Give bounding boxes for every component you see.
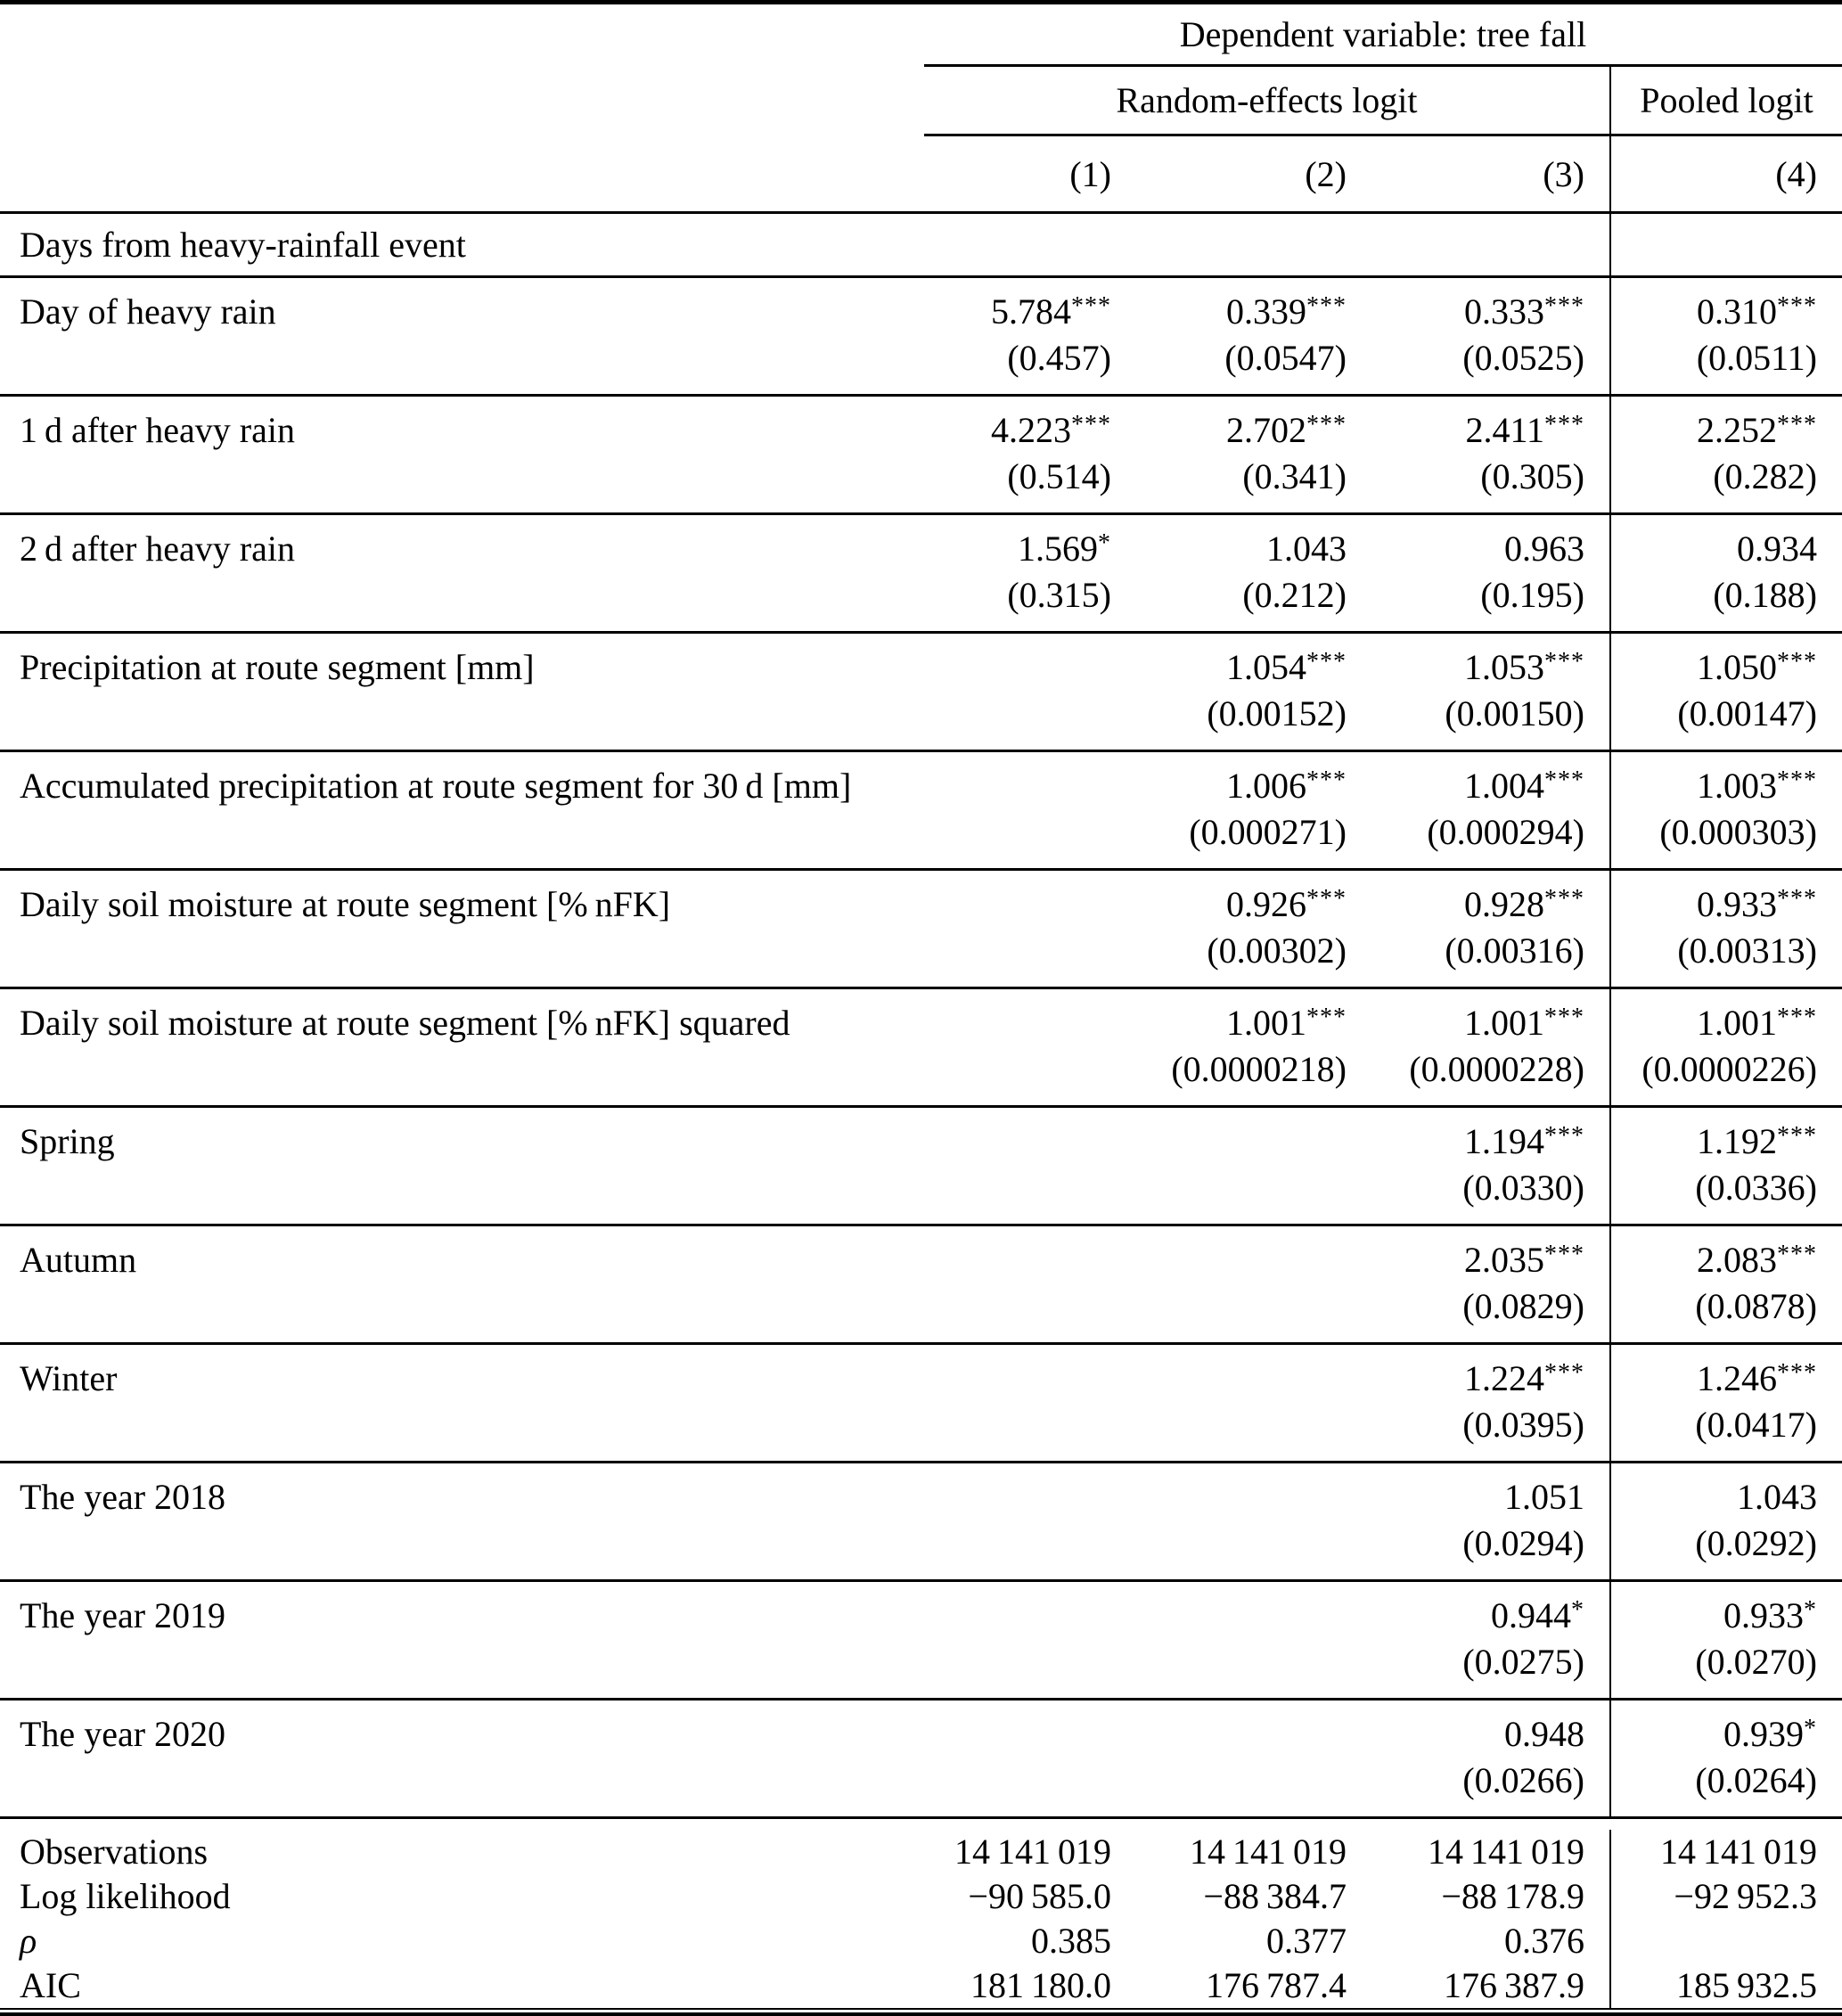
odds-ratio-line (1136, 1711, 1347, 1758)
stat-value: −88 384.7 (1203, 1876, 1347, 1916)
odds-ratio-line (1371, 881, 1584, 928)
stat-value: 14 141 019 (1427, 1832, 1584, 1872)
significance-stars: *** (1777, 411, 1817, 439)
odds-ratio-line (1371, 1000, 1584, 1046)
odds-ratio-line (1136, 644, 1347, 691)
standard-error: (0.000271) (1189, 812, 1347, 852)
standard-error: (0.0000226) (1641, 1049, 1817, 1089)
coefficient-cell (1136, 634, 1371, 750)
odds-ratio-line (1136, 881, 1347, 928)
standard-error: (0.00302) (1207, 930, 1347, 971)
stat-label: ρ (20, 1921, 37, 1961)
coefficient-cell (1136, 989, 1371, 1105)
odds-ratio-line (1136, 1593, 1347, 1639)
coefficient-cell (1136, 397, 1371, 512)
odds-ratio-line (1611, 644, 1817, 691)
coefficient-cell (902, 1463, 1136, 1579)
coefficient-row (0, 1700, 1842, 1819)
coefficient-cell (1371, 515, 1609, 631)
odds-ratio-value: 4.223 (991, 410, 1071, 450)
coefficient-row (0, 515, 1842, 634)
standard-error: (0.00150) (1445, 693, 1584, 733)
odds-ratio-line (1371, 289, 1584, 335)
standard-error: (0.00313) (1677, 930, 1817, 971)
significance-stars: *** (1306, 1004, 1347, 1032)
stat-value: 0.385 (1031, 1921, 1111, 1961)
stat-value: 14 141 019 (1609, 1830, 1842, 1874)
variable-label: Day of heavy rain (20, 291, 276, 332)
coefficient-cell (1609, 397, 1842, 512)
standard-error (902, 809, 1111, 856)
odds-ratio-line (1371, 1474, 1584, 1520)
stat-value: 176 787.4 (1205, 1965, 1347, 2005)
variable-label: Daily soil moisture at route segment [% nFK] squared (20, 1003, 790, 1043)
odds-ratio-line (1371, 644, 1584, 691)
odds-ratio-value: 0.310 (1697, 291, 1777, 332)
standard-error: (0.0266) (1462, 1760, 1584, 1800)
odds-ratio-line (1136, 1237, 1347, 1283)
empty-cell (1609, 214, 1842, 275)
odds-ratio-line (902, 763, 1111, 809)
model-stat-row (0, 1963, 1842, 2008)
coefficient-cell (1609, 1108, 1842, 1224)
coefficient-cell (1609, 634, 1842, 750)
standard-error: (0.0511) (1696, 338, 1817, 378)
odds-ratio-value: 2.252 (1697, 410, 1777, 450)
model-stats-container (0, 1819, 1842, 2008)
coefficient-row (0, 871, 1842, 989)
column-number-row (0, 136, 1842, 211)
standard-error (902, 1283, 1111, 1330)
significance-stars: *** (1777, 1122, 1817, 1151)
stat-value: 181 180.0 (970, 1965, 1111, 2005)
coefficient-cell (1136, 1226, 1371, 1342)
coefficient-cell (1609, 1463, 1842, 1579)
standard-error: (0.0000228) (1409, 1049, 1584, 1089)
odds-ratio-line (902, 644, 1111, 691)
coefficient-cell (1136, 278, 1371, 394)
odds-ratio-line (1136, 763, 1347, 809)
standard-error (902, 1639, 1111, 1685)
coefficient-cell (1371, 1463, 1609, 1579)
odds-ratio-value: 1.043 (1737, 1477, 1817, 1517)
odds-ratio-value: 0.944 (1491, 1595, 1571, 1635)
stat-value: 176 387.9 (1443, 1965, 1584, 2005)
odds-ratio-line (1371, 1356, 1584, 1402)
standard-error: (0.0294) (1462, 1523, 1584, 1563)
standard-error: (0.514) (1007, 456, 1111, 496)
odds-ratio-value: 1.246 (1697, 1358, 1777, 1398)
significance-stars: *** (1777, 1241, 1817, 1269)
odds-ratio-line (902, 1356, 1111, 1402)
standard-error: (0.0000218) (1171, 1049, 1347, 1089)
coefficient-row (0, 752, 1842, 871)
stat-value: −90 585.0 (968, 1876, 1111, 1916)
standard-error: (0.0330) (1462, 1168, 1584, 1208)
standard-error: (0.0292) (1695, 1523, 1817, 1563)
stat-value: 185 932.5 (1609, 1963, 1842, 2008)
standard-error: (0.305) (1480, 456, 1584, 496)
odds-ratio-line (1136, 526, 1347, 572)
odds-ratio-line (1371, 1119, 1584, 1165)
odds-ratio-value: 2.035 (1464, 1240, 1544, 1280)
significance-stars: *** (1777, 1359, 1817, 1388)
odds-ratio-line (1371, 407, 1584, 454)
column-number-3: (3) (1543, 153, 1584, 194)
coefficient-row (0, 278, 1842, 397)
coefficient-cell (1609, 989, 1842, 1105)
stat-label: AIC (20, 1965, 81, 2005)
coefficient-rows-container (0, 278, 1842, 1819)
standard-error: (0.0417) (1695, 1405, 1817, 1445)
empty-cell (902, 214, 1136, 275)
significance-stars: *** (1306, 885, 1347, 914)
coefficient-cell (1371, 1108, 1609, 1224)
coefficient-cell (1136, 1345, 1371, 1461)
odds-ratio-value: 1.004 (1464, 766, 1544, 806)
odds-ratio-line (1611, 1593, 1817, 1639)
odds-ratio-line (1136, 1000, 1347, 1046)
coefficient-cell (1136, 1108, 1371, 1224)
coefficient-cell (1136, 752, 1371, 868)
odds-ratio-value: 1.003 (1697, 766, 1777, 806)
coefficient-cell (1371, 397, 1609, 512)
odds-ratio-line (1371, 1711, 1584, 1758)
odds-ratio-line (1136, 289, 1347, 335)
significance-stars: *** (1777, 648, 1817, 676)
coefficient-cell (1136, 1463, 1371, 1579)
standard-error: (0.212) (1242, 575, 1347, 615)
variable-label: Winter (20, 1358, 118, 1398)
column-number-2: (2) (1305, 153, 1347, 194)
coefficient-cell (1371, 752, 1609, 868)
group-header-pooled: Pooled logit (1609, 67, 1842, 134)
coefficient-cell (902, 397, 1136, 512)
coefficient-cell (1371, 1226, 1609, 1342)
odds-ratio-line (902, 1711, 1111, 1758)
standard-error (902, 1402, 1111, 1448)
standard-error: (0.0878) (1695, 1286, 1817, 1326)
coefficient-cell (902, 1226, 1136, 1342)
coefficient-cell (902, 1108, 1136, 1224)
dependent-variable-header-row (0, 4, 1842, 64)
significance-stars: *** (1071, 292, 1111, 321)
significance-stars: *** (1306, 292, 1347, 321)
odds-ratio-line (1136, 1474, 1347, 1520)
variable-label: The year 2020 (20, 1714, 226, 1754)
standard-error: (0.000303) (1659, 812, 1817, 852)
odds-ratio-value: 1.192 (1697, 1121, 1777, 1161)
standard-error (902, 928, 1111, 974)
coefficient-cell (902, 515, 1136, 631)
odds-ratio-value: 0.933 (1697, 884, 1777, 924)
significance-stars: *** (1544, 1122, 1584, 1151)
coefficient-cell (1609, 1700, 1842, 1816)
coefficient-row (0, 1463, 1842, 1582)
coefficient-cell (1136, 871, 1371, 987)
stat-value: 14 141 019 (1189, 1832, 1347, 1872)
empty-cell (1136, 214, 1371, 275)
odds-ratio-value: 1.051 (1504, 1477, 1584, 1517)
coefficient-cell (1609, 1226, 1842, 1342)
model-stat-row (0, 1919, 1842, 1963)
standard-error: (0.000294) (1427, 812, 1584, 852)
standard-error (1136, 1639, 1347, 1685)
odds-ratio-value: 1.194 (1464, 1121, 1544, 1161)
odds-ratio-line (902, 407, 1111, 454)
coefficient-cell (902, 1345, 1136, 1461)
stat-value: 0.376 (1504, 1921, 1584, 1961)
odds-ratio-line (1371, 526, 1584, 572)
stat-value (1609, 1919, 1842, 1963)
significance-stars: *** (1544, 648, 1584, 676)
coefficient-cell (1609, 1582, 1842, 1698)
odds-ratio-line (1611, 1711, 1817, 1758)
odds-ratio-line (902, 881, 1111, 928)
odds-ratio-line (1611, 289, 1817, 335)
coefficient-row (0, 397, 1842, 515)
coefficient-cell (1371, 1345, 1609, 1461)
section-header-row (0, 214, 1842, 278)
odds-ratio-line (1136, 1356, 1347, 1402)
coefficient-cell (1609, 278, 1842, 394)
odds-ratio-line (1611, 763, 1817, 809)
variable-label: The year 2018 (20, 1477, 226, 1517)
significance-stars: * (1804, 1596, 1817, 1625)
section-header-label: Days from heavy-rainfall event (20, 225, 466, 265)
odds-ratio-value: 2.702 (1226, 410, 1306, 450)
bottom-rule-thick (0, 2012, 1842, 2016)
odds-ratio-value: 0.934 (1737, 529, 1817, 569)
standard-error: (0.195) (1480, 575, 1584, 615)
standard-error: (0.188) (1713, 575, 1817, 615)
odds-ratio-value: 1.001 (1697, 1003, 1777, 1043)
odds-ratio-value: 0.939 (1723, 1714, 1804, 1754)
model-stat-row (0, 1874, 1842, 1919)
column-number-spacer (0, 136, 902, 211)
variable-label: Precipitation at route segment [mm] (20, 647, 535, 687)
odds-ratio-line (1611, 407, 1817, 454)
coefficient-cell (1371, 1582, 1609, 1698)
significance-stars: *** (1071, 411, 1111, 439)
standard-error (902, 1046, 1111, 1093)
odds-ratio-line (902, 526, 1111, 572)
stat-value: −88 178.9 (1441, 1876, 1584, 1916)
odds-ratio-line (1136, 407, 1347, 454)
column-number-4: (4) (1609, 136, 1842, 211)
standard-error: (0.341) (1242, 456, 1347, 496)
stat-value: 14 141 019 (954, 1832, 1111, 1872)
coefficient-cell (902, 871, 1136, 987)
significance-stars: *** (1777, 1004, 1817, 1032)
coefficient-cell (1136, 1700, 1371, 1816)
standard-error: (0.0275) (1462, 1642, 1584, 1682)
standard-error: (0.0525) (1462, 338, 1584, 378)
standard-error: (0.00152) (1207, 693, 1347, 733)
stat-value: −92 952.3 (1609, 1874, 1842, 1919)
odds-ratio-line (902, 1474, 1111, 1520)
coefficient-row (0, 1226, 1842, 1345)
coefficient-cell (1371, 278, 1609, 394)
odds-ratio-line (902, 289, 1111, 335)
standard-error: (0.315) (1007, 575, 1111, 615)
significance-stars: * (1804, 1715, 1817, 1743)
standard-error: (0.0264) (1695, 1760, 1817, 1800)
standard-error: (0.0270) (1695, 1642, 1817, 1682)
standard-error (1136, 1165, 1347, 1211)
coefficient-row (0, 1582, 1842, 1700)
standard-error (1136, 1402, 1347, 1448)
coefficient-cell (902, 278, 1136, 394)
group-header-spacer (0, 67, 924, 134)
coefficient-row (0, 1108, 1842, 1226)
coefficient-row (0, 634, 1842, 752)
variable-label: 2 d after heavy rain (20, 529, 295, 569)
odds-ratio-value: 1.001 (1226, 1003, 1306, 1043)
odds-ratio-line (1611, 1474, 1817, 1520)
odds-ratio-line (902, 1593, 1111, 1639)
standard-error: (0.0336) (1695, 1168, 1817, 1208)
coefficient-row (0, 1345, 1842, 1463)
coefficient-cell (1609, 1345, 1842, 1461)
empty-cell (1371, 214, 1609, 275)
coefficient-cell (1136, 1582, 1371, 1698)
significance-stars: * (1098, 529, 1111, 558)
stat-label: Observations (20, 1832, 209, 1872)
significance-stars: *** (1777, 885, 1817, 914)
odds-ratio-value: 0.339 (1226, 291, 1306, 332)
odds-ratio-value: 1.043 (1266, 529, 1347, 569)
coefficient-cell (902, 989, 1136, 1105)
odds-ratio-line (1136, 1119, 1347, 1165)
odds-ratio-value: 1.053 (1464, 647, 1544, 687)
significance-stars: *** (1544, 1241, 1584, 1269)
coefficient-cell (1371, 871, 1609, 987)
odds-ratio-value: 1.569 (1018, 529, 1098, 569)
standard-error: (0.00147) (1677, 693, 1817, 733)
odds-ratio-value: 1.050 (1697, 647, 1777, 687)
odds-ratio-value: 1.054 (1226, 647, 1306, 687)
odds-ratio-value: 0.933 (1723, 1595, 1804, 1635)
odds-ratio-value: 5.784 (991, 291, 1071, 332)
odds-ratio-line (1371, 1237, 1584, 1283)
odds-ratio-value: 0.948 (1504, 1714, 1584, 1754)
coefficient-cell (902, 634, 1136, 750)
significance-stars: *** (1544, 292, 1584, 321)
significance-stars: *** (1306, 411, 1347, 439)
odds-ratio-line (1611, 1119, 1817, 1165)
significance-stars: *** (1544, 885, 1584, 914)
significance-stars: * (1571, 1596, 1584, 1625)
significance-stars: *** (1544, 1359, 1584, 1388)
odds-ratio-value: 1.001 (1464, 1003, 1544, 1043)
standard-error: (0.00316) (1445, 930, 1584, 971)
odds-ratio-value: 2.083 (1697, 1240, 1777, 1280)
coefficient-cell (1609, 515, 1842, 631)
standard-error (902, 1520, 1111, 1567)
odds-ratio-value: 0.928 (1464, 884, 1544, 924)
standard-error: (0.0547) (1224, 338, 1347, 378)
standard-error: (0.0829) (1462, 1286, 1584, 1326)
odds-ratio-line (1371, 763, 1584, 809)
odds-ratio-line (1611, 881, 1817, 928)
group-header-random-effects: Random-effects logit (1116, 80, 1418, 120)
odds-ratio-line (1611, 1237, 1817, 1283)
odds-ratio-value: 1.224 (1464, 1358, 1544, 1398)
coefficient-cell (1371, 1700, 1609, 1816)
odds-ratio-line (902, 1119, 1111, 1165)
significance-stars: *** (1544, 766, 1584, 795)
odds-ratio-line (1611, 526, 1817, 572)
coefficient-cell (902, 1582, 1136, 1698)
odds-ratio-value: 0.963 (1504, 529, 1584, 569)
significance-stars: *** (1777, 766, 1817, 795)
standard-error (1136, 1283, 1347, 1330)
odds-ratio-value: 0.333 (1464, 291, 1544, 332)
odds-ratio-line (902, 1237, 1111, 1283)
stat-label: Log likelihood (20, 1876, 231, 1916)
standard-error (902, 1758, 1111, 1804)
coefficient-cell (902, 752, 1136, 868)
standard-error (1136, 1520, 1347, 1567)
model-group-header-row (0, 67, 1842, 134)
odds-ratio-value: 2.411 (1465, 410, 1544, 450)
coefficient-row (0, 989, 1842, 1108)
stat-value: 0.377 (1266, 1921, 1347, 1961)
coefficient-cell (1609, 752, 1842, 868)
odds-ratio-value: 0.926 (1226, 884, 1306, 924)
dependent-variable-title: Dependent variable: tree fall (1179, 14, 1587, 54)
coefficient-cell (1136, 515, 1371, 631)
variable-label: 1 d after heavy rain (20, 410, 295, 450)
significance-stars: *** (1544, 1004, 1584, 1032)
standard-error: (0.0395) (1462, 1405, 1584, 1445)
variable-label: Autumn (20, 1240, 137, 1280)
significance-stars: *** (1544, 411, 1584, 439)
standard-error: (0.457) (1007, 338, 1111, 378)
model-stat-row (0, 1830, 1842, 1874)
significance-stars: *** (1777, 292, 1817, 321)
coefficient-cell (1371, 989, 1609, 1105)
coefficient-cell (1609, 871, 1842, 987)
coefficient-cell (1371, 634, 1609, 750)
odds-ratio-line (1371, 1593, 1584, 1639)
coefficient-cell (902, 1700, 1136, 1816)
odds-ratio-value: 1.006 (1226, 766, 1306, 806)
column-number-1: (1) (1069, 153, 1111, 194)
significance-stars: *** (1306, 766, 1347, 795)
odds-ratio-line (902, 1000, 1111, 1046)
odds-ratio-line (1611, 1000, 1817, 1046)
significance-stars: *** (1306, 648, 1347, 676)
variable-label: Daily soil moisture at route segment [% nFK] (20, 884, 671, 924)
variable-label: Spring (20, 1121, 115, 1161)
standard-error: (0.282) (1713, 456, 1817, 496)
variable-label: The year 2019 (20, 1595, 226, 1635)
variable-label: Accumulated precipitation at route segment for 30 d [mm] (20, 766, 852, 806)
odds-ratio-line (1611, 1356, 1817, 1402)
standard-error (902, 1165, 1111, 1211)
standard-error (1136, 1758, 1347, 1804)
standard-error (902, 691, 1111, 737)
